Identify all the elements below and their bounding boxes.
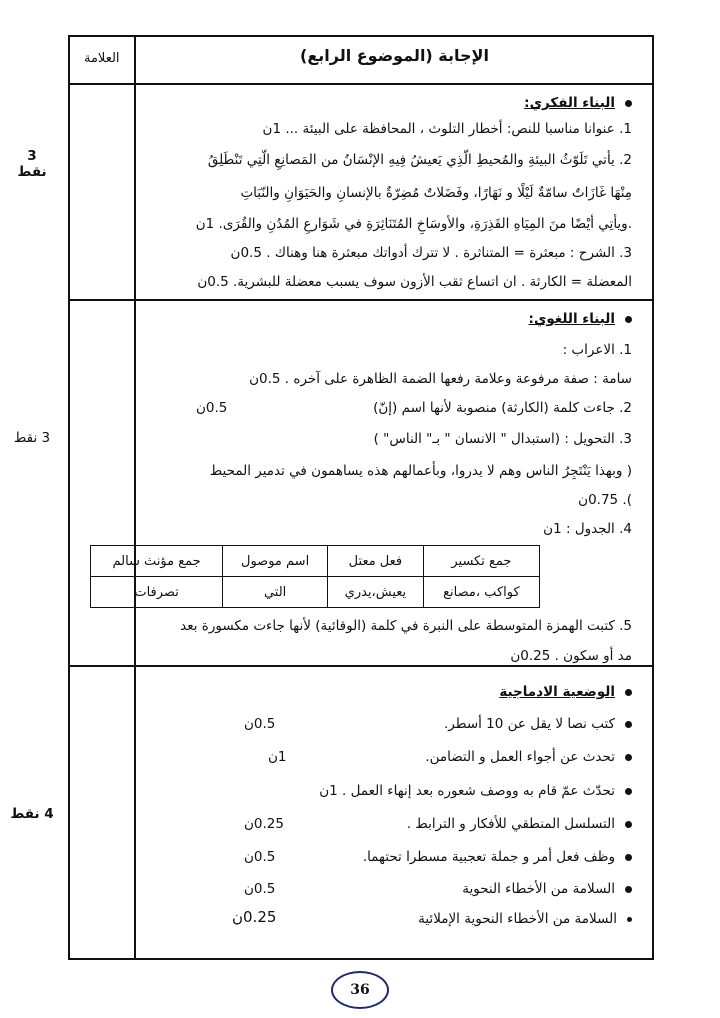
section1-line-2: 2. يأتي تَلَوّثُ البيئةِ والمُحيطِ الّذِي يَعيشُ فِيهِ الإنْسَانُ من المَصانِعِ الّتِي تَنْطَلِقُ <box>207 152 632 168</box>
bullet-icon <box>625 821 632 828</box>
table-cell: كواكب ،مصانع <box>423 577 539 608</box>
section2-line-2: سامة : صفة مرفوعة وعلامة رفعها الضمة الظاهرة على آخره . 0.5ن <box>249 371 632 387</box>
section2-line-7: 4. الجدول : 1ن <box>543 521 632 537</box>
row-divider-1 <box>70 299 652 301</box>
section2-line-3-points: 0.5ن <box>196 400 228 416</box>
section1-line-6: المعضلة = الكارثة . ان اتساع ثقب الأزون سوف يسبب معضلة للبشرية. 0.5ن <box>197 274 632 290</box>
bullet-icon <box>625 316 632 323</box>
table-cell: التي <box>223 577 328 608</box>
section2-title: البناء اللغوي: <box>529 310 632 328</box>
section2-score: 3 نقط <box>13 430 51 446</box>
table-header-cell: جمع مؤنث سالم <box>91 546 223 577</box>
table-cell: تصرفات <box>91 577 223 608</box>
table-header-cell: اسم موصول <box>223 546 328 577</box>
criterion-points: 0.25ن <box>244 816 284 832</box>
section1-line-5: 3. الشرح : مبعثرة = المتناثرة . لا تترك أدواتك مبعثرة هنا وهناك . 0.5ن <box>230 245 632 261</box>
bullet-icon <box>625 100 632 107</box>
criterion-item: التسلسل المنطقي للأفكار و الترابط . <box>407 815 632 833</box>
table-header-row <box>91 546 540 577</box>
section1-score: 3 نقط <box>17 148 47 180</box>
section1-title: البناء الفكري: <box>524 94 632 112</box>
criterion-item: تحدث عن أجواء العمل و التضامن. <box>425 748 632 766</box>
bullet-icon <box>627 917 632 922</box>
criterion-points: 0.25ن <box>232 908 277 926</box>
bullet-icon <box>625 886 632 893</box>
grade-label: العلامة <box>84 51 120 66</box>
bullet-icon <box>625 754 632 761</box>
section1-line-3: مِنْهَا غَازَاتٌ سامّةٌ لَيْلًا و نَهَارًا، وفَضَلاتٌ مُضِرّةٌ بالإنسانِ والحَيَوَانِ والنّبَاتِ <box>240 185 632 201</box>
section2-line-4: 3. التحويل : (استبدال " الانسان " بـ" الناس" ) <box>373 431 632 447</box>
table-header-cell: جمع تكسير <box>423 546 539 577</box>
criterion-points: 0.5ن <box>244 849 276 865</box>
table-header-cell: فعل معتل <box>328 546 424 577</box>
answer-table <box>90 545 540 608</box>
section1-line-4: .ويأتِي أيْضًا منَ المِيَاهِ القَذِرَةِ، والأوسَاخِ المُتَنَاثِرَةِ في شَوَارعِ المُدُنِ والقُرَى. 1ن <box>195 216 632 232</box>
section2-line-8: 5. كتبت الهمزة المتوسطة على النبرة في كلمة (الوقائية) لأنها جاءت مكسورة بعد <box>180 618 632 634</box>
criterion-item: السلامة من الأخطاء النحوية الإملائية <box>418 910 632 928</box>
section3-score: 4 نقط <box>10 806 54 822</box>
criterion-points: 1ن <box>268 749 287 765</box>
bullet-icon <box>625 721 632 728</box>
criterion-points: 0.5ن <box>244 716 276 732</box>
section2-line-1: 1. الاعراب : <box>562 342 632 358</box>
criterion-item: السلامة من الأخطاء النحوية <box>462 880 632 898</box>
section2-line-3: 2. جاءت كلمة (الكارثة) منصوبة لأنها اسم (إنّ) <box>373 400 632 416</box>
section1-line-1: 1. عنوانا مناسبا للنص: أخطار التلوث ، المحافظة على البيئة ... 1ن <box>262 121 632 137</box>
section2-line-6: ). 0.75ن <box>578 492 632 508</box>
criterion-item: تحدّث عمّ قام به ووصف شعوره بعد إنهاء العمل . 1ن <box>319 782 632 800</box>
criterion-item: وظف فعل أمر و جملة تعجبية مسطرا تحتهما. <box>363 848 632 866</box>
row-divider-2 <box>70 665 652 667</box>
table-cell: يعيش،يدري <box>328 577 424 608</box>
section2-line-5: ( وبهذا يَنْتَجِرُ الناس وهم لا يدروا، وبأعمالهم هذه يساهمون في تدمير المحيط <box>209 463 632 479</box>
page-number: 36 <box>331 971 389 1009</box>
column-divider <box>134 37 136 958</box>
bullet-icon <box>625 788 632 795</box>
section2-line-9: مد أو سكون . 0.25ن <box>510 648 632 664</box>
table-row <box>91 577 540 608</box>
answer-title: الإجابة (الموضوع الرابع) <box>300 46 489 65</box>
section3-title: الوضعية الادماجية <box>499 683 632 701</box>
criterion-item: كتب نصا لا يقل عن 10 أسطر. <box>444 715 632 733</box>
criterion-points: 0.5ن <box>244 881 276 897</box>
bullet-icon <box>625 854 632 861</box>
bullet-icon <box>625 689 632 696</box>
